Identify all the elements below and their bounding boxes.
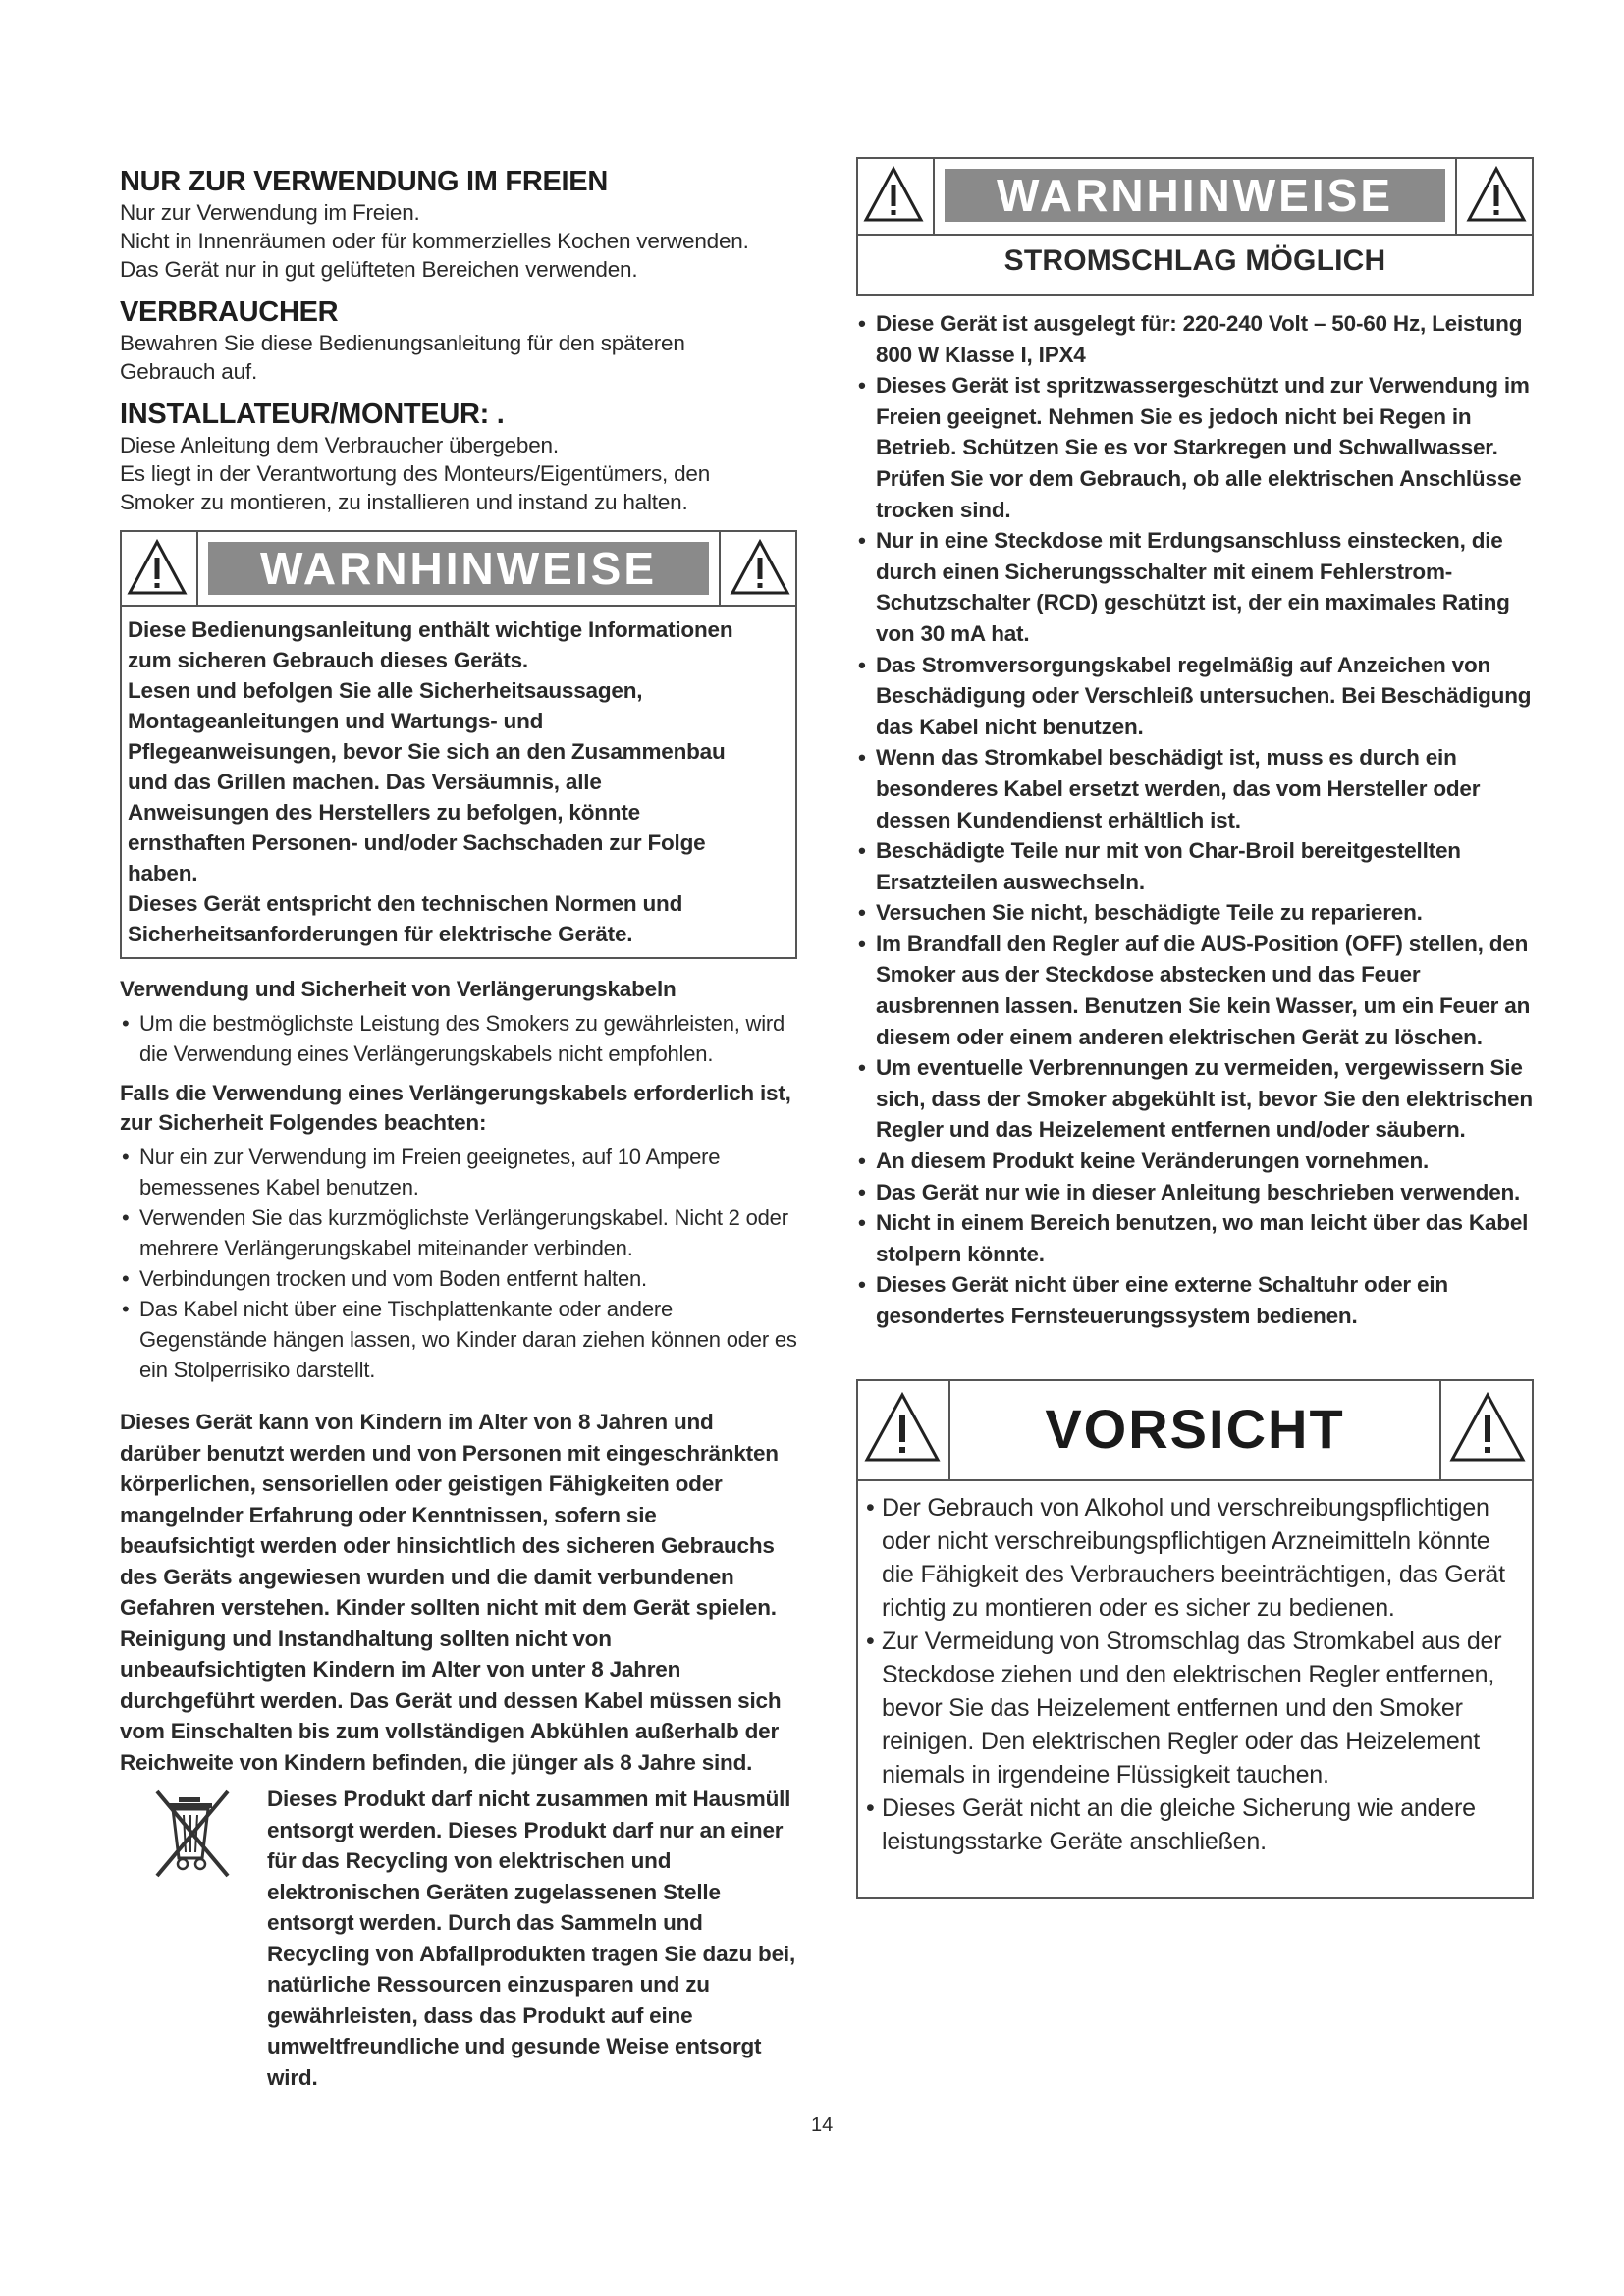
right-column [856, 157, 1534, 1899]
text-line: Das Gerät nur in gut gelüfteten Bereichen verwenden. [120, 257, 638, 282]
divider [933, 159, 935, 234]
text-line: ernsthaften Personen- und/oder Sachschaden zur Folge [128, 830, 706, 855]
warning-subtitle: STROMSCHLAG MÖGLICH [858, 234, 1532, 294]
caution-label: VORSICHT [1045, 1397, 1345, 1460]
text-line: Diese Bedienungsanleitung enthält wichtige Informationen [128, 617, 733, 642]
disposal-notice [120, 1784, 797, 2093]
list-item: • Dieses Gerät nicht an die gleiche Sicherung wie andere leistungsstarke Geräte anschließen. [864, 1791, 1524, 1858]
extension-cord-rules-list [120, 1142, 797, 1385]
text-line: Pflegeanweisungen, bevor Sie sich an den Zusammenbau [128, 739, 726, 764]
warning-label: WARNHINWEISE [945, 169, 1445, 222]
list-item: • Das Kabel nicht über eine Tischplattenkante oder andere Gegenstände hängen lassen, wo Kinder daran ziehen können oder es ein Stolperrisiko darstellt. [120, 1294, 797, 1385]
list-item: • Nur ein zur Verwendung im Freien geeignetes, auf 10 Ampere bemessenes Kabel benutzen. [120, 1142, 797, 1202]
text-line: Nicht in Innenräumen oder für kommerzielles Kochen verwenden. [120, 229, 749, 253]
list-item: • Verbindungen trocken und vom Boden entfernt halten. [120, 1263, 797, 1294]
warning-banner [122, 532, 795, 607]
divider [948, 1381, 950, 1479]
warning-triangle-icon [1449, 1391, 1526, 1464]
installer-section [120, 398, 797, 516]
text-line: Gebrauch auf. [120, 359, 257, 384]
warning-banner [858, 159, 1532, 234]
warning-box [120, 530, 797, 959]
divider [1439, 1381, 1441, 1479]
left-column [120, 165, 797, 2093]
electric-shock-warning-box [856, 157, 1534, 296]
divider [719, 532, 721, 605]
warning-triangle-icon [862, 163, 925, 226]
section-heading: NUR ZUR VERWENDUNG IM FREIEN [120, 166, 608, 197]
text-line: zum sicheren Gebrauch dieses Geräts. [128, 648, 528, 672]
text-line: Sicherheitsanforderungen für elektrische Geräte. [128, 922, 633, 946]
warning-triangle-icon [729, 536, 791, 599]
extension-cord-heading: Verwendung und Sicherheit von Verlängerungskabeln [120, 977, 677, 1001]
list-item: • Nur in eine Steckdose mit Erdungsanschluss einstecken, die durch einen Sicherungsschalter mit einem Fehlerstrom-Schutzschalter (RCD) geschützt ist, der ein maximales Rating von 30 mA hat. [856, 525, 1534, 649]
divider [1455, 159, 1457, 234]
list-item: • Beschädigte Teile nur mit von Char-Broil bereitgestellten Ersatzteilen auswechseln. [856, 835, 1534, 897]
list-item: • Im Brandfall den Regler auf die AUS-Position (OFF) stellen, den Smoker aus der Steckdose abstecken und das Feuer ausbrennen lassen. Benutzen Sie kein Wasser, um ein Feuer an diesem oder einem anderen elektrischen Gerät zu löschen. [856, 929, 1534, 1052]
crossed-bin-icon [149, 1784, 238, 1882]
text-line: Bewahren Sie diese Bedienungsanleitung für den späteren [120, 331, 685, 355]
text-line: Es liegt in der Verantwortung des Monteurs/Eigentümers, den [120, 461, 711, 486]
text-line: und das Grillen machen. Das Versäumnis, alle [128, 770, 602, 794]
list-item: • Dieses Gerät ist spritzwassergeschützt und zur Verwendung im Freien geeignet. Nehmen Sie es jedoch nicht bei Regen in Betrieb. Schützen Sie es vor Starkregen und Schwallwasser. Prüfen Sie vor dem Gebrauch, ob alle elektrischen Anschlüsse trocken sind. [856, 370, 1534, 525]
warning-label: WARNHINWEISE [208, 542, 709, 595]
warning-triangle-icon [864, 1391, 941, 1464]
extension-cord-list [120, 1008, 797, 1069]
caution-banner [858, 1381, 1532, 1481]
section-heading: VERBRAUCHER [120, 296, 339, 328]
list-item: • Das Stromversorgungskabel regelmäßig auf Anzeichen von Beschädigung oder Verschleiß untersuchen. Bei Beschädigung das Kabel nicht benutzen. [856, 650, 1534, 743]
text-line: Nur zur Verwendung im Freien. [120, 200, 420, 225]
list-item: • Um die bestmöglichste Leistung des Smokers zu gewährleisten, wird die Verwendung eines Verlängerungskabels nicht empfohlen. [120, 1008, 797, 1069]
caution-list [858, 1481, 1532, 1897]
list-item: • An diesem Produkt keine Veränderungen vornehmen. [856, 1146, 1534, 1177]
list-item: • Zur Vermeidung von Stromschlag das Stromkabel aus der Steckdose ziehen und den elektrischen Regler entfernen, bevor Sie das Heizelement entfernen und den Smoker reinigen. Den elektrischen Regler oder das Heizelement niemals in irgendeine Flüssigkeit tauchen. [864, 1625, 1524, 1791]
list-item: • Wenn das Stromkabel beschädigt ist, muss es durch ein besonderes Kabel ersetzt werden, das vom Hersteller oder dessen Kundendienst erhältlich ist. [856, 742, 1534, 835]
list-item: • Dieses Gerät nicht über eine externe Schaltuhr oder ein gesondertes Fernsteuerungssystem bedienen. [856, 1269, 1534, 1331]
warning-text [122, 607, 795, 957]
disposal-text: Dieses Produkt darf nicht zusammen mit Hausmüll entsorgt werden. Dieses Produkt darf nur an einer für das Recycling von elektrischen und elektronischen Geräten zugelassenen Stelle entsorgt werden. Durch das Sammeln und Recycling von Abfallprodukten tragen Sie dazu bei, natürliche Ressourcen einzusparen und zu gewährleisten, dass das Produkt auf eine umweltfreundliche und gesunde Weise entsorgt wird. [267, 1787, 796, 2090]
caution-box [856, 1379, 1534, 1899]
list-item: • Das Gerät nur wie in dieser Anleitung beschrieben verwenden. [856, 1177, 1534, 1208]
text-line: Diese Anleitung dem Verbraucher übergeben. [120, 433, 559, 457]
list-item: • Nicht in einem Bereich benutzen, wo man leicht über das Kabel stolpern könnte. [856, 1207, 1534, 1269]
section-heading: INSTALLATEUR/MONTEUR: . [120, 399, 505, 430]
warning-triangle-icon [126, 536, 189, 599]
consumer-section [120, 295, 797, 386]
page-number: 14 [811, 2114, 834, 2136]
divider [196, 532, 198, 605]
children-notice: Dieses Gerät kann von Kindern im Alter von 8 Jahren und darüber benutzt werden und von Personen mit eingeschränkten körperlichen, sensoriellen oder geistigen Fähigkeiten oder mangelnder Erfahrung oder Kenntnissen, sofern sie beaufsichtigt werden oder hinsichtlich des sicheren Gebrauchs des Geräts angewiesen wurden und die damit verbundenen Gefahren verstehen. Kinder sollten nicht mit dem Gerät spielen. Reinigung und Instandhaltung sollten nicht von unbeaufsichtigten Kindern im Alter von unter 8 Jahren durchgeführt werden. Das Gerät und dessen Kabel müssen sich vom Einschalten bis zum vollständigen Abkühlen außerhalb der Reichweite von Kindern befinden, die jünger als 8 Jahre sind. [120, 1410, 782, 1775]
warning-triangle-icon [1465, 163, 1528, 226]
list-item: • Der Gebrauch von Alkohol und verschreibungspflichtigen oder nicht verschreibungspflichtigen Arzneimitteln könnte die Fähigkeit des Verbrauchers beeinträchtigen, das Gerät richtig zu montieren oder es sicher zu bedienen. [864, 1491, 1524, 1625]
text-line: haben. [128, 861, 198, 885]
list-item: • Diese Gerät ist ausgelegt für: 220-240 Volt – 50-60 Hz, Leistung 800 W Klasse I, IPX4 [856, 308, 1534, 370]
extension-cord-subheading: Falls die Verwendung eines Verlängerungskabels erforderlich ist, zur Sicherheit Folgendes beachten: [120, 1081, 791, 1135]
text-line: Lesen und befolgen Sie alle Sicherheitsaussagen, [128, 678, 643, 703]
text-line: Smoker zu montieren, zu installieren und instand zu halten. [120, 490, 688, 514]
text-line: Montageanleitungen und Wartungs- und [128, 709, 544, 733]
list-item: • Verwenden Sie das kurzmöglichste Verlängerungskabel. Nicht 2 oder mehrere Verlängerungskabel miteinander verbinden. [120, 1202, 797, 1263]
list-item: • Versuchen Sie nicht, beschädigte Teile zu reparieren. [856, 897, 1534, 929]
electric-safety-list [856, 308, 1534, 1332]
outdoor-section [120, 165, 797, 284]
text-line: Dieses Gerät entspricht den technischen Normen und [128, 891, 683, 916]
list-item: • Um eventuelle Verbrennungen zu vermeiden, vergewissern Sie sich, dass der Smoker abgekühlt ist, bevor Sie den elektrischen Regler und das Heizelement entfernen und/oder säubern. [856, 1052, 1534, 1146]
text-line: Anweisungen des Herstellers zu befolgen, könnte [128, 800, 640, 825]
